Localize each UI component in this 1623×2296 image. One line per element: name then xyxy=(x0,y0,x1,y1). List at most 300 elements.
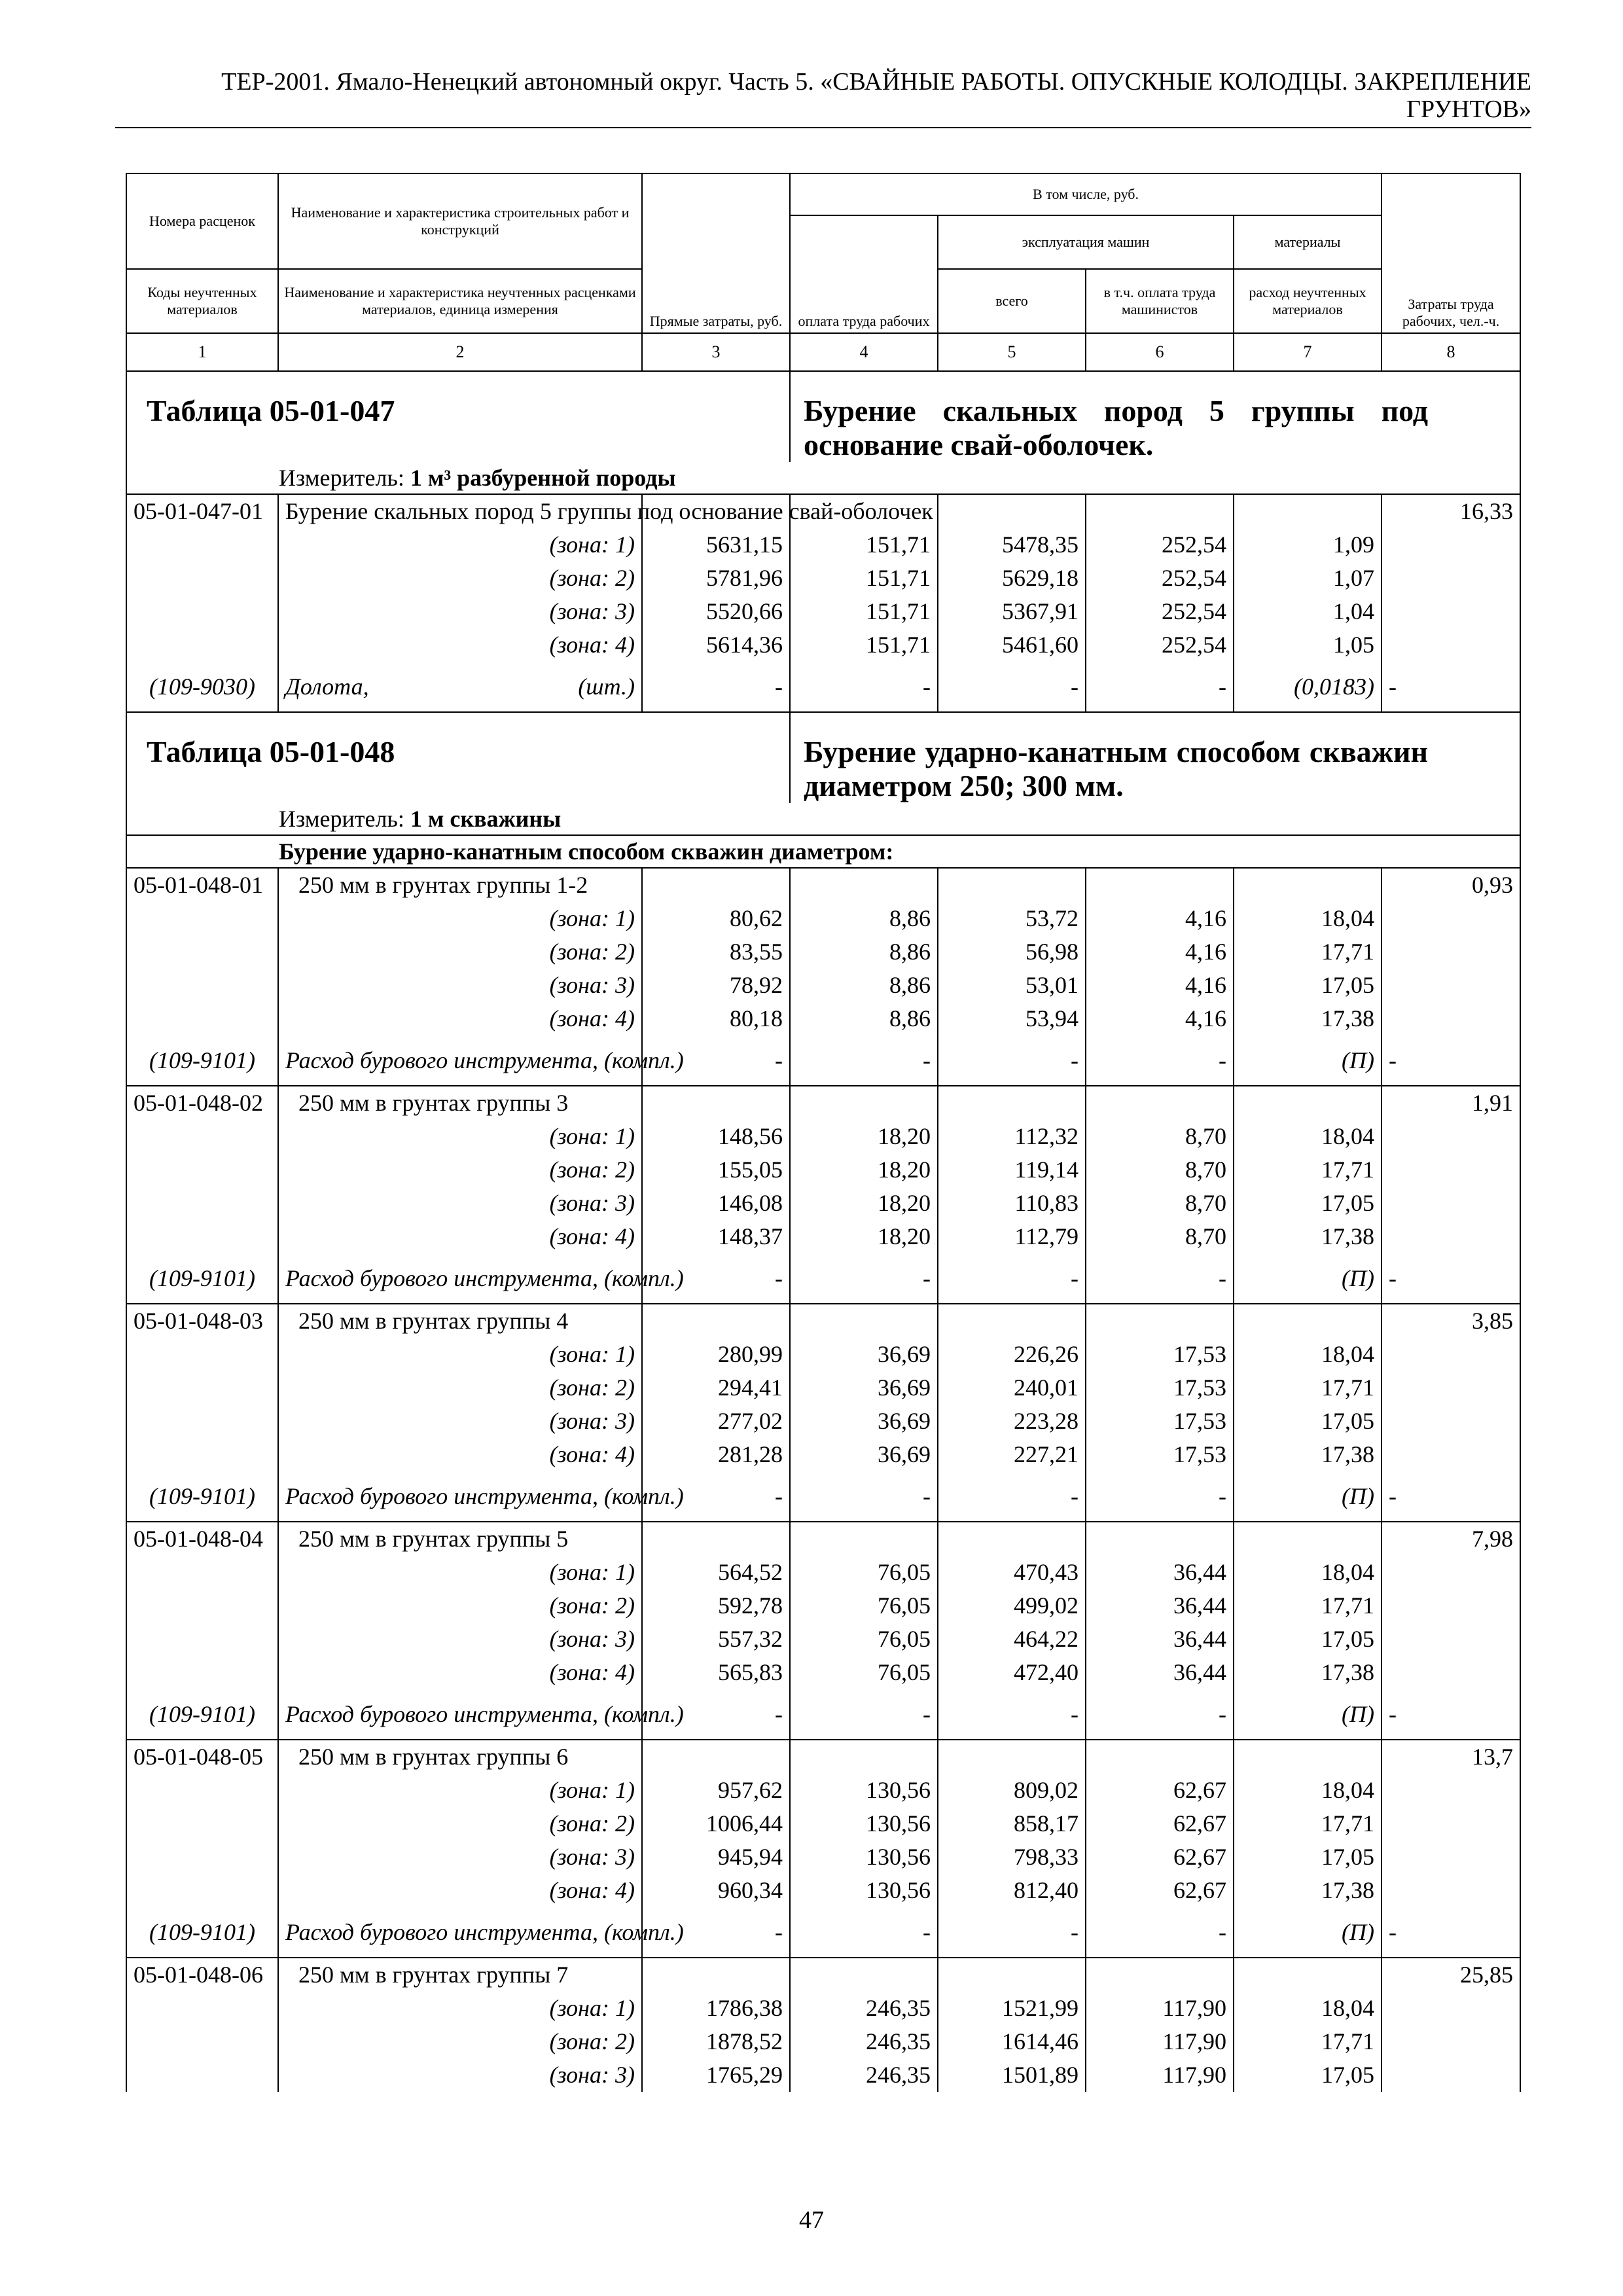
resource-wages: - xyxy=(790,1689,938,1740)
empty-cell xyxy=(1382,1556,1520,1589)
resource-labor: - xyxy=(1382,662,1520,712)
header-cost-breakdown: В том числе, руб. xyxy=(790,173,1382,215)
zone-label: (зона: 3) xyxy=(278,1187,642,1220)
resource-consumption: (П) xyxy=(1234,1035,1382,1086)
empty-cell xyxy=(126,1438,278,1471)
resource-operators: - xyxy=(1086,1035,1234,1086)
resource-direct: - xyxy=(642,1907,790,1958)
zone-label: (зона: 4) xyxy=(278,1438,642,1471)
empty-cell xyxy=(1234,1522,1382,1556)
empty-cell xyxy=(126,1840,278,1874)
table-title: Бурение скальных пород 5 группы под основание свай-оболочек. xyxy=(790,371,1520,462)
operator-wages: 36,44 xyxy=(1086,1556,1234,1589)
empty-cell xyxy=(1382,1438,1520,1471)
direct-cost: 957,62 xyxy=(642,1774,790,1807)
machines-total: 240,01 xyxy=(938,1371,1086,1405)
worker-wages: 130,56 xyxy=(790,1840,938,1874)
empty-cell xyxy=(1086,1522,1234,1556)
table-title-row xyxy=(126,371,1520,462)
operator-wages: 62,67 xyxy=(1086,1807,1234,1840)
zone-label: (зона: 4) xyxy=(278,1220,642,1253)
resource-code: (109-9101) xyxy=(126,1035,278,1086)
direct-cost: 564,52 xyxy=(642,1556,790,1589)
resource-machines: - xyxy=(938,1253,1086,1304)
direct-cost: 80,62 xyxy=(642,902,790,935)
empty-cell xyxy=(126,969,278,1002)
resource-code: (109-9101) xyxy=(126,1471,278,1522)
header-machine-operation: эксплуатация машин xyxy=(938,215,1234,269)
material-consumption: 17,71 xyxy=(1234,1807,1382,1840)
empty-cell xyxy=(1382,1405,1520,1438)
empty-cell xyxy=(126,595,278,628)
machines-total: 499,02 xyxy=(938,1589,1086,1623)
empty-cell xyxy=(1382,1187,1520,1220)
empty-cell xyxy=(642,868,790,902)
material-consumption: 17,38 xyxy=(1234,1438,1382,1471)
machines-total: 112,32 xyxy=(938,1120,1086,1153)
resource-labor: - xyxy=(1382,1253,1520,1304)
empty-cell xyxy=(126,1405,278,1438)
empty-cell xyxy=(1382,1153,1520,1187)
column-number: 5 xyxy=(938,333,1086,371)
direct-cost: 148,56 xyxy=(642,1120,790,1153)
empty-cell xyxy=(126,2058,278,2092)
operator-wages: 117,90 xyxy=(1086,2025,1234,2058)
zone-label: (зона: 2) xyxy=(278,562,642,595)
zone-label: (зона: 2) xyxy=(278,935,642,969)
resource-labor: - xyxy=(1382,1471,1520,1522)
empty-cell xyxy=(1382,595,1520,628)
resource-operators: - xyxy=(1086,1689,1234,1740)
labor-cost: 25,85 xyxy=(1382,1958,1520,1992)
zone-label: (зона: 1) xyxy=(278,1556,642,1589)
header-materials: материалы xyxy=(1234,215,1382,269)
zone-label: (зона: 3) xyxy=(278,1405,642,1438)
column-number: 4 xyxy=(790,333,938,371)
zone-label: (зона: 1) xyxy=(278,1120,642,1153)
operator-wages: 17,53 xyxy=(1086,1405,1234,1438)
material-consumption: 17,05 xyxy=(1234,1405,1382,1438)
empty-cell xyxy=(126,2025,278,2058)
resource-row xyxy=(126,1035,1520,1086)
material-consumption: 18,04 xyxy=(1234,1774,1382,1807)
column-number: 8 xyxy=(1382,333,1520,371)
rate-row xyxy=(126,1086,1520,1120)
empty-cell xyxy=(642,1304,790,1338)
empty-cell xyxy=(1086,1086,1234,1120)
material-consumption: 17,38 xyxy=(1234,1874,1382,1907)
material-consumption: 1,07 xyxy=(1234,562,1382,595)
zone-label: (зона: 4) xyxy=(278,628,642,662)
resource-labor: - xyxy=(1382,1689,1520,1740)
resource-labor: - xyxy=(1382,1035,1520,1086)
direct-cost: 1786,38 xyxy=(642,1992,790,2025)
direct-cost: 5614,36 xyxy=(642,628,790,662)
empty-cell xyxy=(126,1992,278,2025)
resource-direct: - xyxy=(642,1253,790,1304)
column-number: 2 xyxy=(278,333,642,371)
zone-label: (зона: 1) xyxy=(278,902,642,935)
empty-cell xyxy=(938,494,1086,528)
empty-cell xyxy=(1382,1338,1520,1371)
empty-cell xyxy=(126,562,278,595)
empty-cell xyxy=(1382,1807,1520,1840)
material-consumption: 1,04 xyxy=(1234,595,1382,628)
worker-wages: 246,35 xyxy=(790,2025,938,2058)
empty-cell xyxy=(126,528,278,562)
operator-wages: 4,16 xyxy=(1086,935,1234,969)
resource-row xyxy=(126,1253,1520,1304)
machines-total: 5478,35 xyxy=(938,528,1086,562)
empty-cell xyxy=(126,1623,278,1656)
rate-row xyxy=(126,1958,1520,1992)
empty-cell xyxy=(1382,1589,1520,1623)
worker-wages: 36,69 xyxy=(790,1405,938,1438)
operator-wages: 8,70 xyxy=(1086,1153,1234,1187)
operator-wages: 117,90 xyxy=(1086,2058,1234,2092)
machines-total: 53,94 xyxy=(938,1002,1086,1035)
operator-wages: 252,54 xyxy=(1086,595,1234,628)
empty-cell xyxy=(126,1371,278,1405)
resource-name: Долота, (шт.) xyxy=(278,662,642,712)
zone-label: (зона: 2) xyxy=(278,1153,642,1187)
labor-cost: 7,98 xyxy=(1382,1522,1520,1556)
resource-consumption: (П) xyxy=(1234,1471,1382,1522)
material-consumption: 17,71 xyxy=(1234,1371,1382,1405)
empty-cell xyxy=(642,1958,790,1992)
material-consumption: 18,04 xyxy=(1234,1120,1382,1153)
machines-total: 227,21 xyxy=(938,1438,1086,1471)
empty-cell xyxy=(126,1187,278,1220)
empty-cell xyxy=(126,902,278,935)
resource-wages: - xyxy=(790,1253,938,1304)
resource-direct: - xyxy=(642,1689,790,1740)
resource-labor: - xyxy=(1382,1907,1520,1958)
empty-cell xyxy=(126,1220,278,1253)
resource-row xyxy=(126,1471,1520,1522)
empty-cell xyxy=(1086,1740,1234,1774)
header-worker-wages: оплата труда рабочих xyxy=(790,215,938,333)
worker-wages: 8,86 xyxy=(790,935,938,969)
zone-row xyxy=(126,1589,1520,1623)
worker-wages: 8,86 xyxy=(790,902,938,935)
empty-cell xyxy=(1382,1774,1520,1807)
operator-wages: 252,54 xyxy=(1086,562,1234,595)
labor-cost: 0,93 xyxy=(1382,868,1520,902)
direct-cost: 5520,66 xyxy=(642,595,790,628)
subheading-text: Бурение ударно-канатным способом скважин диаметром: xyxy=(279,838,894,865)
machines-total: 110,83 xyxy=(938,1187,1086,1220)
empty-cell xyxy=(1234,1086,1382,1120)
column-number: 7 xyxy=(1234,333,1382,371)
empty-cell xyxy=(1382,528,1520,562)
worker-wages: 246,35 xyxy=(790,2058,938,2092)
resource-row xyxy=(126,1907,1520,1958)
direct-cost: 945,94 xyxy=(642,1840,790,1874)
empty-cell xyxy=(126,1774,278,1807)
machines-total: 226,26 xyxy=(938,1338,1086,1371)
measure-row xyxy=(126,462,1520,494)
column-number: 3 xyxy=(642,333,790,371)
zone-row xyxy=(126,1656,1520,1689)
resource-code: (109-9030) xyxy=(126,662,278,712)
measure-label: Измеритель: xyxy=(279,806,404,832)
machines-total: 223,28 xyxy=(938,1405,1086,1438)
operator-wages: 62,67 xyxy=(1086,1840,1234,1874)
resource-name: Расход бурового инструмента, (компл.) xyxy=(278,1689,642,1740)
rate-code: 05-01-048-02 xyxy=(126,1086,278,1120)
resource-code: (109-9101) xyxy=(126,1907,278,1958)
direct-cost: 281,28 xyxy=(642,1438,790,1471)
material-consumption: 18,04 xyxy=(1234,1992,1382,2025)
direct-cost: 78,92 xyxy=(642,969,790,1002)
machines-total: 5367,91 xyxy=(938,595,1086,628)
worker-wages: 151,71 xyxy=(790,628,938,662)
empty-cell xyxy=(126,1589,278,1623)
empty-cell xyxy=(642,1086,790,1120)
operator-wages: 252,54 xyxy=(1086,528,1234,562)
machines-total: 1521,99 xyxy=(938,1992,1086,2025)
rate-code: 05-01-048-01 xyxy=(126,868,278,902)
zone-row xyxy=(126,1153,1520,1187)
zone-label: (зона: 3) xyxy=(278,595,642,628)
worker-wages: 76,05 xyxy=(790,1656,938,1689)
resource-row xyxy=(126,662,1520,712)
empty-cell xyxy=(938,868,1086,902)
machines-total: 5629,18 xyxy=(938,562,1086,595)
resource-direct: - xyxy=(642,1471,790,1522)
material-consumption: 18,04 xyxy=(1234,902,1382,935)
empty-cell xyxy=(1382,2058,1520,2092)
machines-total: 112,79 xyxy=(938,1220,1086,1253)
machines-total: 1614,46 xyxy=(938,2025,1086,2058)
zone-label: (зона: 2) xyxy=(278,1589,642,1623)
direct-cost: 557,32 xyxy=(642,1623,790,1656)
material-consumption: 18,04 xyxy=(1234,1338,1382,1371)
operator-wages: 36,44 xyxy=(1086,1656,1234,1689)
zone-row xyxy=(126,1187,1520,1220)
rate-name: 250 мм в грунтах группы 1-2 xyxy=(278,868,642,902)
empty-cell xyxy=(938,1086,1086,1120)
measure-row xyxy=(126,803,1520,835)
material-consumption: 17,71 xyxy=(1234,935,1382,969)
worker-wages: 151,71 xyxy=(790,562,938,595)
measure-value: 1 м³ разбуренной породы xyxy=(410,465,676,491)
direct-cost: 592,78 xyxy=(642,1589,790,1623)
worker-wages: 36,69 xyxy=(790,1438,938,1471)
resource-operators: - xyxy=(1086,662,1234,712)
resource-wages: - xyxy=(790,662,938,712)
running-header-line1: ТЕР-2001. Ямало-Ненецкий автономный округ. Часть 5. «СВАЙНЫЕ РАБОТЫ. ОПУСКНЫЕ КОЛОДЦЫ. ЗАКРЕПЛЕНИЕ xyxy=(221,68,1531,96)
worker-wages: 76,05 xyxy=(790,1589,938,1623)
machines-total: 798,33 xyxy=(938,1840,1086,1874)
rate-row xyxy=(126,1740,1520,1774)
material-consumption: 17,71 xyxy=(1234,2025,1382,2058)
rate-code: 05-01-048-05 xyxy=(126,1740,278,1774)
worker-wages: 76,05 xyxy=(790,1623,938,1656)
worker-wages: 36,69 xyxy=(790,1371,938,1405)
labor-cost: 16,33 xyxy=(1382,494,1520,528)
table-number: Таблица 05-01-047 xyxy=(126,371,790,462)
machines-total: 53,72 xyxy=(938,902,1086,935)
resource-name: Расход бурового инструмента, (компл.) xyxy=(278,1907,642,1958)
empty-cell xyxy=(642,1740,790,1774)
rate-name: 250 мм в грунтах группы 3 xyxy=(278,1086,642,1120)
rate-code: 05-01-048-04 xyxy=(126,1522,278,1556)
resource-consumption: (П) xyxy=(1234,1253,1382,1304)
resource-code: (109-9101) xyxy=(126,1689,278,1740)
worker-wages: 76,05 xyxy=(790,1556,938,1589)
material-consumption: 17,05 xyxy=(1234,2058,1382,2092)
empty-cell xyxy=(938,1740,1086,1774)
header-rule xyxy=(115,127,1531,128)
operator-wages: 62,67 xyxy=(1086,1874,1234,1907)
empty-cell xyxy=(1234,868,1382,902)
worker-wages: 130,56 xyxy=(790,1807,938,1840)
empty-cell xyxy=(1382,2025,1520,2058)
empty-cell xyxy=(126,1656,278,1689)
material-consumption: 17,05 xyxy=(1234,1187,1382,1220)
subheading-row xyxy=(126,835,1520,868)
empty-cell xyxy=(126,628,278,662)
material-consumption: 17,05 xyxy=(1234,1840,1382,1874)
operator-wages: 36,44 xyxy=(1086,1623,1234,1656)
worker-wages: 246,35 xyxy=(790,1992,938,2025)
zone-label: (зона: 1) xyxy=(278,528,642,562)
empty-cell xyxy=(938,1522,1086,1556)
labor-cost: 3,85 xyxy=(1382,1304,1520,1338)
worker-wages: 18,20 xyxy=(790,1120,938,1153)
worker-wages: 18,20 xyxy=(790,1187,938,1220)
zone-row xyxy=(126,1623,1520,1656)
empty-cell xyxy=(126,1556,278,1589)
machines-total: 812,40 xyxy=(938,1874,1086,1907)
empty-cell xyxy=(126,1002,278,1035)
material-consumption: 17,71 xyxy=(1234,1589,1382,1623)
operator-wages: 4,16 xyxy=(1086,902,1234,935)
operator-wages: 4,16 xyxy=(1086,1002,1234,1035)
operator-wages: 117,90 xyxy=(1086,1992,1234,2025)
operator-wages: 17,53 xyxy=(1086,1338,1234,1371)
header-labor-costs: Затраты труда рабочих, чел.-ч. xyxy=(1382,173,1520,333)
zone-row xyxy=(126,1220,1520,1253)
header-material-codes: Коды неучтенных материалов xyxy=(126,269,278,333)
rate-code: 05-01-048-06 xyxy=(126,1958,278,1992)
resource-operators: - xyxy=(1086,1253,1234,1304)
direct-cost: 277,02 xyxy=(642,1405,790,1438)
zone-label: (зона: 3) xyxy=(278,1840,642,1874)
resource-machines: - xyxy=(938,1035,1086,1086)
empty-cell xyxy=(1086,868,1234,902)
empty-cell xyxy=(1234,1304,1382,1338)
resource-direct: - xyxy=(642,662,790,712)
zone-label: (зона: 3) xyxy=(278,2058,642,2092)
machines-total: 56,98 xyxy=(938,935,1086,969)
direct-cost: 83,55 xyxy=(642,935,790,969)
material-consumption: 17,05 xyxy=(1234,969,1382,1002)
measure-value: 1 м скважины xyxy=(410,806,562,832)
rate-code: 05-01-048-03 xyxy=(126,1304,278,1338)
zone-row xyxy=(126,1120,1520,1153)
direct-cost: 148,37 xyxy=(642,1220,790,1253)
subheading xyxy=(126,835,1520,868)
empty-cell xyxy=(1086,494,1234,528)
measure-label: Измеритель: xyxy=(279,465,404,491)
rate-name: 250 мм в грунтах группы 4 xyxy=(278,1304,642,1338)
direct-cost: 280,99 xyxy=(642,1338,790,1371)
operator-wages: 252,54 xyxy=(1086,628,1234,662)
empty-cell xyxy=(1382,1220,1520,1253)
resource-machines: - xyxy=(938,1907,1086,1958)
empty-cell xyxy=(1382,1120,1520,1153)
empty-cell xyxy=(938,1304,1086,1338)
rate-code: 05-01-047-01 xyxy=(126,494,278,528)
zone-row xyxy=(126,2058,1520,2092)
rate-row xyxy=(126,1304,1520,1338)
empty-cell xyxy=(1382,1840,1520,1874)
empty-cell xyxy=(1086,1958,1234,1992)
operator-wages: 36,44 xyxy=(1086,1589,1234,1623)
empty-cell xyxy=(1382,1656,1520,1689)
material-consumption: 17,71 xyxy=(1234,1153,1382,1187)
zone-label: (зона: 4) xyxy=(278,1002,642,1035)
empty-cell xyxy=(1382,935,1520,969)
resource-name: Расход бурового инструмента, (компл.) xyxy=(278,1253,642,1304)
direct-cost: 5781,96 xyxy=(642,562,790,595)
empty-cell xyxy=(790,868,938,902)
operator-wages: 8,70 xyxy=(1086,1187,1234,1220)
page-number: 47 xyxy=(799,2206,824,2234)
direct-cost: 155,05 xyxy=(642,1153,790,1187)
measure-cell xyxy=(126,462,1520,494)
table-title: Бурение ударно-канатным способом скважин диаметром 250; 300 мм. xyxy=(790,712,1520,803)
empty-cell xyxy=(126,1874,278,1907)
operator-wages: 4,16 xyxy=(1086,969,1234,1002)
zone-label: (зона: 2) xyxy=(278,2025,642,2058)
zone-row xyxy=(126,1874,1520,1907)
empty-cell xyxy=(1382,1874,1520,1907)
direct-cost: 1878,52 xyxy=(642,2025,790,2058)
resource-machines: - xyxy=(938,662,1086,712)
resource-name: Расход бурового инструмента, (компл.) xyxy=(278,1035,642,1086)
direct-cost: 5631,15 xyxy=(642,528,790,562)
machines-total: 5461,60 xyxy=(938,628,1086,662)
resource-code: (109-9101) xyxy=(126,1253,278,1304)
resource-consumption: (П) xyxy=(1234,1689,1382,1740)
rate-row xyxy=(126,1522,1520,1556)
resource-direct: - xyxy=(642,1035,790,1086)
empty-cell xyxy=(790,1740,938,1774)
zone-row xyxy=(126,628,1520,662)
direct-cost: 80,18 xyxy=(642,1002,790,1035)
zone-label: (зона: 3) xyxy=(278,969,642,1002)
worker-wages: 151,71 xyxy=(790,528,938,562)
zone-label: (зона: 2) xyxy=(278,1371,642,1405)
material-consumption: 18,04 xyxy=(1234,1556,1382,1589)
zone-row xyxy=(126,562,1520,595)
resource-machines: - xyxy=(938,1689,1086,1740)
labor-cost: 13,7 xyxy=(1382,1740,1520,1774)
machines-total: 119,14 xyxy=(938,1153,1086,1187)
rate-name: 250 мм в грунтах группы 7 xyxy=(278,1958,642,1992)
empty-cell xyxy=(1382,1002,1520,1035)
measure-cell xyxy=(126,803,1520,835)
empty-cell xyxy=(126,935,278,969)
empty-cell xyxy=(1382,1992,1520,2025)
zone-row xyxy=(126,1338,1520,1371)
zone-label: (зона: 3) xyxy=(278,1623,642,1656)
table-header xyxy=(126,173,1520,371)
